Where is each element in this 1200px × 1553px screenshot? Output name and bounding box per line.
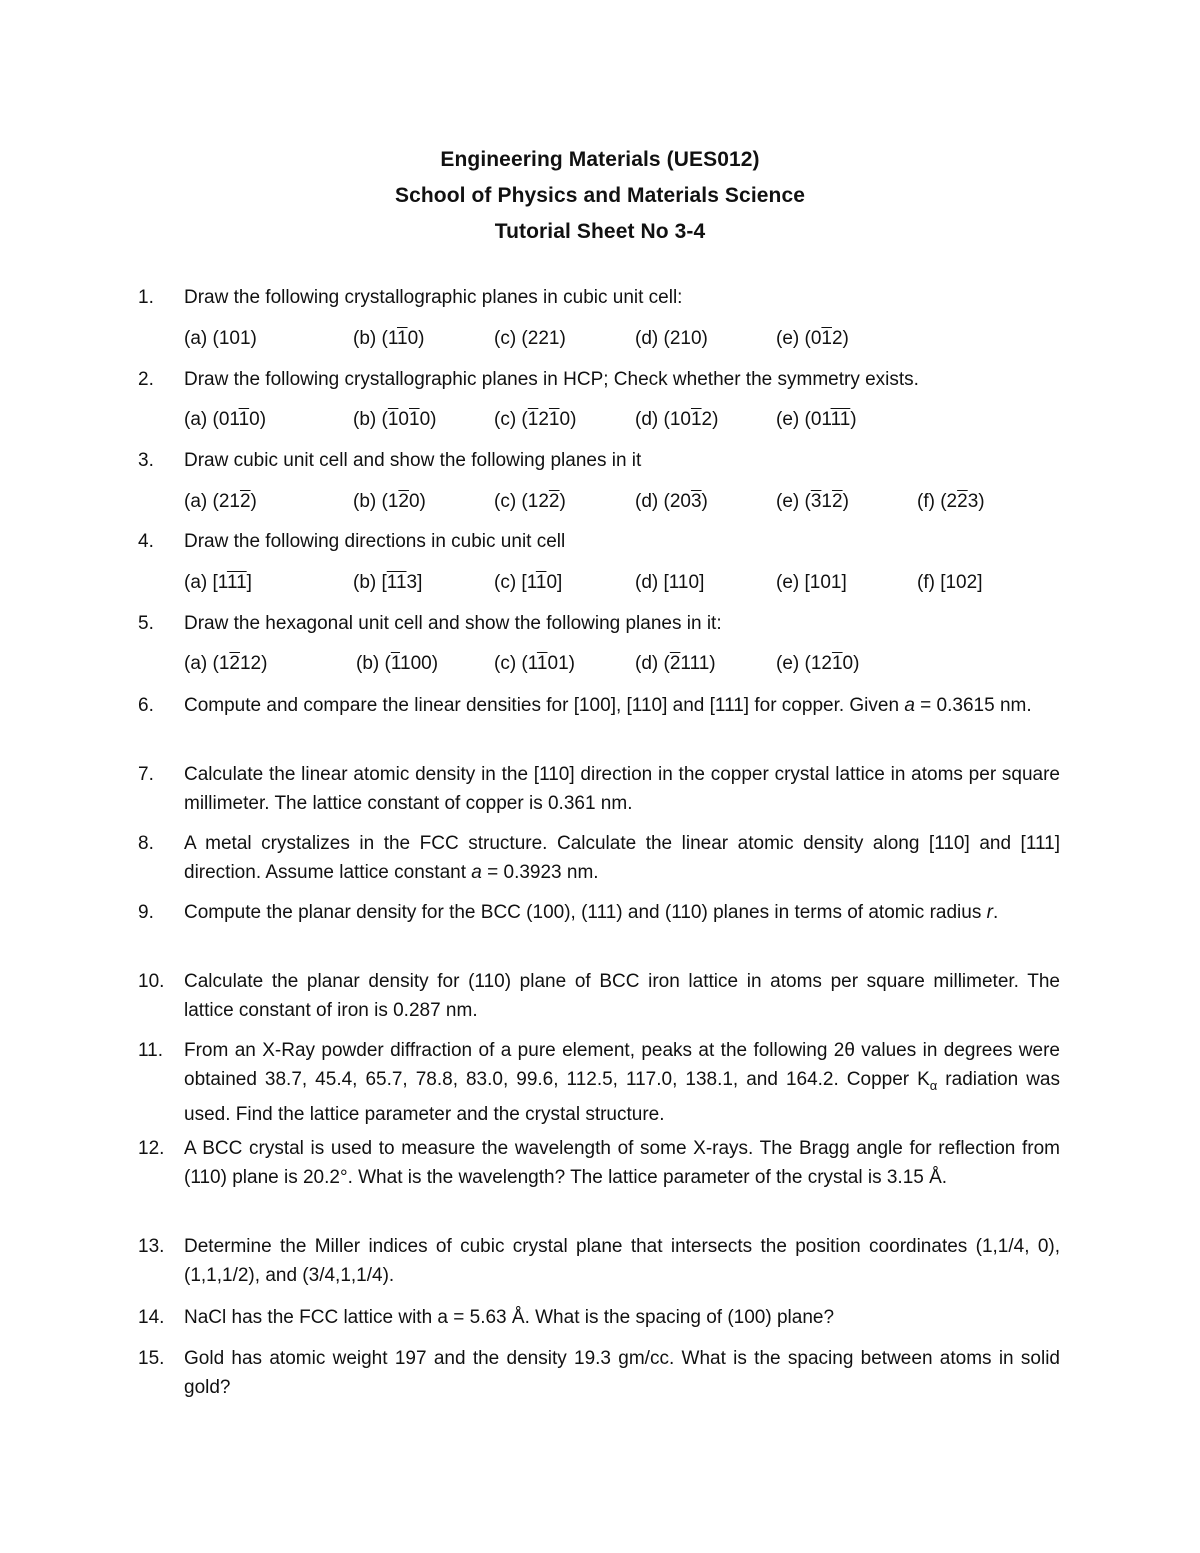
question-text: From an X-Ray powder diffraction of a pure element, peaks at the following 2θ values in degrees were obtained 38.7, 45.4, 65.7, 78.8, 83.0, 99.6, 112.5, 117.0, 138.1, and 164.2. Copper $K_\alpha$ radiation was used. Find the lattice parameter and the crystal structure. xyxy=(184,1040,1060,1125)
option-a: (a) (1212) xyxy=(184,653,268,674)
question-text: Draw the following directions in cubic unit cell xyxy=(184,531,566,552)
course-title: Engineering Materials (UES012) xyxy=(440,148,760,171)
question-text: Compute and compare the linear densities for [100], [110] and [111] for copper. Given a = 0.3615 nm. xyxy=(184,695,1032,716)
option-f: (f) [102] xyxy=(917,572,983,593)
question-number: 4. xyxy=(138,531,154,552)
question-3-options xyxy=(0,487,1200,517)
question-number: 15. xyxy=(138,1348,165,1369)
option-b: (b) (1010) xyxy=(353,409,437,430)
question-number: 11. xyxy=(138,1040,164,1061)
question-5-options xyxy=(0,649,1200,679)
option-d: (d) (203) xyxy=(635,491,708,512)
question-text: Calculate the linear atomic density in the [110] direction in the copper crystal lattice in atoms per square millimeter. The lattice constant of copper is 0.361 nm. xyxy=(184,764,1060,814)
option-b: (b) (1100) xyxy=(356,653,439,674)
question-text: Draw the following crystallographic planes in HCP; Check whether the symmetry exists. xyxy=(184,369,919,390)
question-text: Draw cubic unit cell and show the following planes in it xyxy=(184,450,642,471)
question-4-options xyxy=(0,568,1200,598)
question-text: A metal crystalizes in the FCC structure. Calculate the linear atomic density along [110] and [111] direction. Assume lattice constant a = 0.3923 nm. xyxy=(184,833,1060,883)
option-c: (c) (1210) xyxy=(494,409,577,430)
option-f: (f) (223) xyxy=(917,491,985,512)
option-b: (b) [113] xyxy=(353,572,423,593)
option-b: (b) (120) xyxy=(353,491,426,512)
question-number: 14. xyxy=(138,1307,165,1328)
option-e: (e) (0111) xyxy=(776,409,857,430)
question-text: Compute the planar density for the BCC (100), (111) and (110) planes in terms of atomic radius r. xyxy=(184,902,999,923)
option-d: (d) [110] xyxy=(635,572,705,593)
question-number: 1. xyxy=(138,287,154,308)
option-b: (b) (110) xyxy=(353,328,425,349)
question-text: Determine the Miller indices of cubic crystal plane that intersects the position coordinates (1,1/4, 0), (1,1,1/2), and (3/4,1,1/4). xyxy=(184,1236,1060,1286)
question-text: Calculate the planar density for (110) plane of BCC iron lattice in atoms per square millimeter. The lattice constant of iron is 0.287 nm. xyxy=(184,971,1060,1021)
question-number: 3. xyxy=(138,450,154,471)
option-a: (a) (101) xyxy=(184,328,257,349)
sheet-title: Tutorial Sheet No 3-4 xyxy=(494,220,706,243)
question-text: A BCC crystal is used to measure the wavelength of some X-rays. The Bragg angle for reflection from (110) plane is 20.2°. What is the wavelength? The lattice parameter of the crystal is 3.15 Å. xyxy=(184,1138,1060,1188)
option-e: (e) [101] xyxy=(776,572,847,593)
option-c: (c) (221) xyxy=(494,328,566,349)
option-c: (c) (122) xyxy=(494,491,566,512)
title-block xyxy=(0,142,1200,250)
question-number: 9. xyxy=(138,902,154,923)
option-a: (a) (0110) xyxy=(184,409,267,430)
option-c: (c) [110] xyxy=(494,572,563,593)
question-2-options xyxy=(0,405,1200,435)
question-text: Draw the hexagonal unit cell and show the following planes in it: xyxy=(184,613,722,634)
question-number: 6. xyxy=(138,695,154,716)
question-number: 7. xyxy=(138,764,154,785)
question-text: NaCl has the FCC lattice with a = 5.63 Å. What is the spacing of (100) plane? xyxy=(184,1307,835,1328)
option-e: (e) (012) xyxy=(776,328,849,349)
question-text: Gold has atomic weight 197 and the density 19.3 gm/cc. What is the spacing between atoms in solid gold? xyxy=(184,1348,1060,1398)
option-e: (e) (1210) xyxy=(776,653,860,674)
option-a: (a) [111] xyxy=(184,572,252,593)
question-number: 5. xyxy=(138,613,154,634)
option-c: (c) (1101) xyxy=(494,653,575,674)
question-number: 8. xyxy=(138,833,154,854)
school-title: School of Physics and Materials Science xyxy=(394,184,806,207)
option-a: (a) (212) xyxy=(184,491,257,512)
question-number: 13. xyxy=(138,1236,165,1257)
option-e: (e) (312) xyxy=(776,491,849,512)
option-d: (d) (210) xyxy=(635,328,708,349)
option-d: (d) (2111) xyxy=(635,653,716,674)
question-1-options xyxy=(0,324,1200,354)
option-d: (d) (1012) xyxy=(635,409,719,430)
question-number: 2. xyxy=(138,369,154,390)
question-text: Draw the following crystallographic planes in cubic unit cell: xyxy=(184,287,683,308)
question-number: 10. xyxy=(138,971,165,992)
question-number: 12. xyxy=(138,1138,165,1159)
